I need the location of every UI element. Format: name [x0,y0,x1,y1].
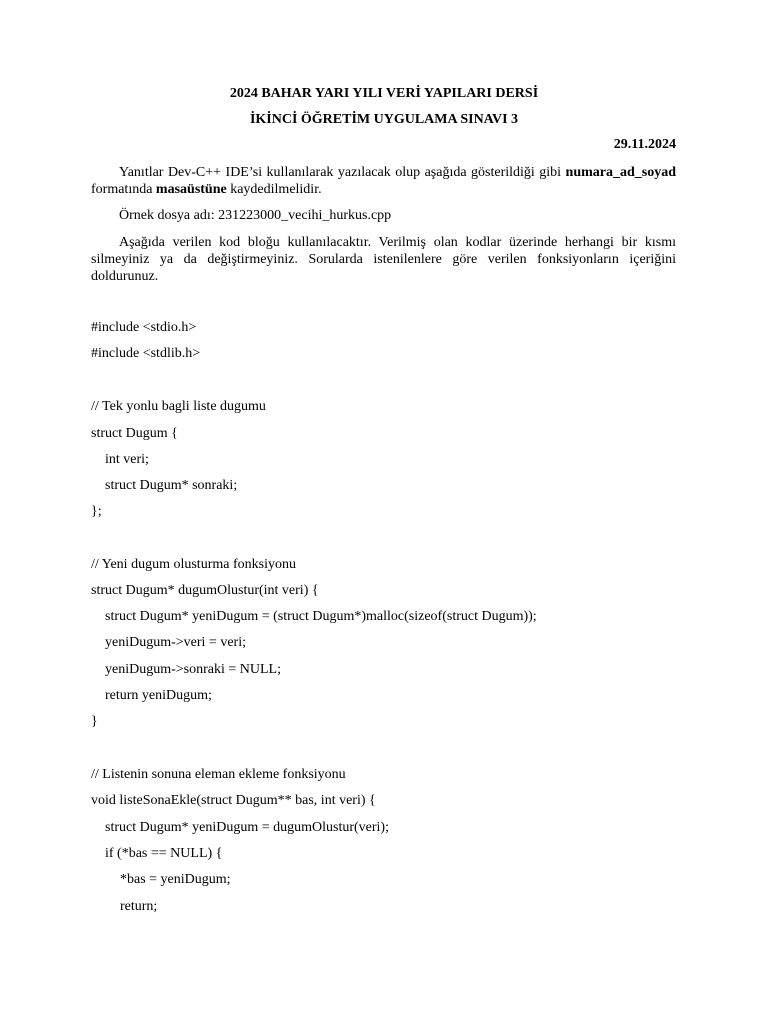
code-line: struct Dugum* yeniDugum = (struct Dugum*)malloc(sizeof(struct Dugum)); [105,609,537,624]
code-line: } [91,714,98,729]
exam-date: 29.11.2024 [613,137,676,152]
code-line: void listeSonaEkle(struct Dugum** bas, int veri) { [91,793,376,808]
code-comment: // Tek yonlu bagli liste dugumu [91,399,266,414]
code-line: *bas = yeniDugum; [120,872,231,887]
code-line: yeniDugum->sonraki = NULL; [105,662,281,677]
code-line: struct Dugum* yeniDugum = dugumOlustur(veri); [105,820,389,835]
instructions-text-1: Yanıtlar Dev-C++ IDE’si kullanılarak yazılacak olup aşağıda gösterildiği gibi [119,165,566,180]
code-instructions: Aşağıda verilen kod bloğu kullanılacaktır. Verilmiş olan kodlar üzerinde herhangi bir kısmı silmeyiniz ya da değiştirmeyiniz. Sorularda istenilenlere göre verilen fonksiyonların içeriğini doldurunuz. [91,235,676,284]
instructions-paragraph [91,164,676,198]
code-line: }; [91,504,102,519]
exam-title: 2024 BAHAR YARI YILI VERİ YAPILARI DERSİ [229,86,539,101]
code-line: return; [120,899,158,914]
code-comment: // Listenin sonuna eleman ekleme fonksiyonu [91,767,346,782]
code-line: #include <stdlib.h> [91,346,201,361]
instructions-text-3: kaydedilmelidir. [226,182,322,197]
code-line: struct Dugum* sonraki; [105,478,238,493]
filename-format: numara_ad_soyad [565,165,676,180]
code-comment: // Yeni dugum olusturma fonksiyonu [91,557,296,572]
code-line: int veri; [105,452,149,467]
code-line: yeniDugum->veri = veri; [105,635,246,650]
code-line: if (*bas == NULL) { [105,846,223,861]
instructions-text-2: formatında [91,182,156,197]
example-filename: Örnek dosya adı: 231223000_vecihi_hurkus.cpp [119,208,392,223]
code-line: #include <stdio.h> [91,320,197,335]
code-line: struct Dugum* dugumOlustur(int veri) { [91,583,319,598]
code-line: struct Dugum { [91,426,178,441]
save-location: masaüstüne [155,182,227,197]
code-line: return yeniDugum; [105,688,212,703]
exam-subtitle: İKİNCİ ÖĞRETİM UYGULAMA SINAVI 3 [249,112,519,127]
